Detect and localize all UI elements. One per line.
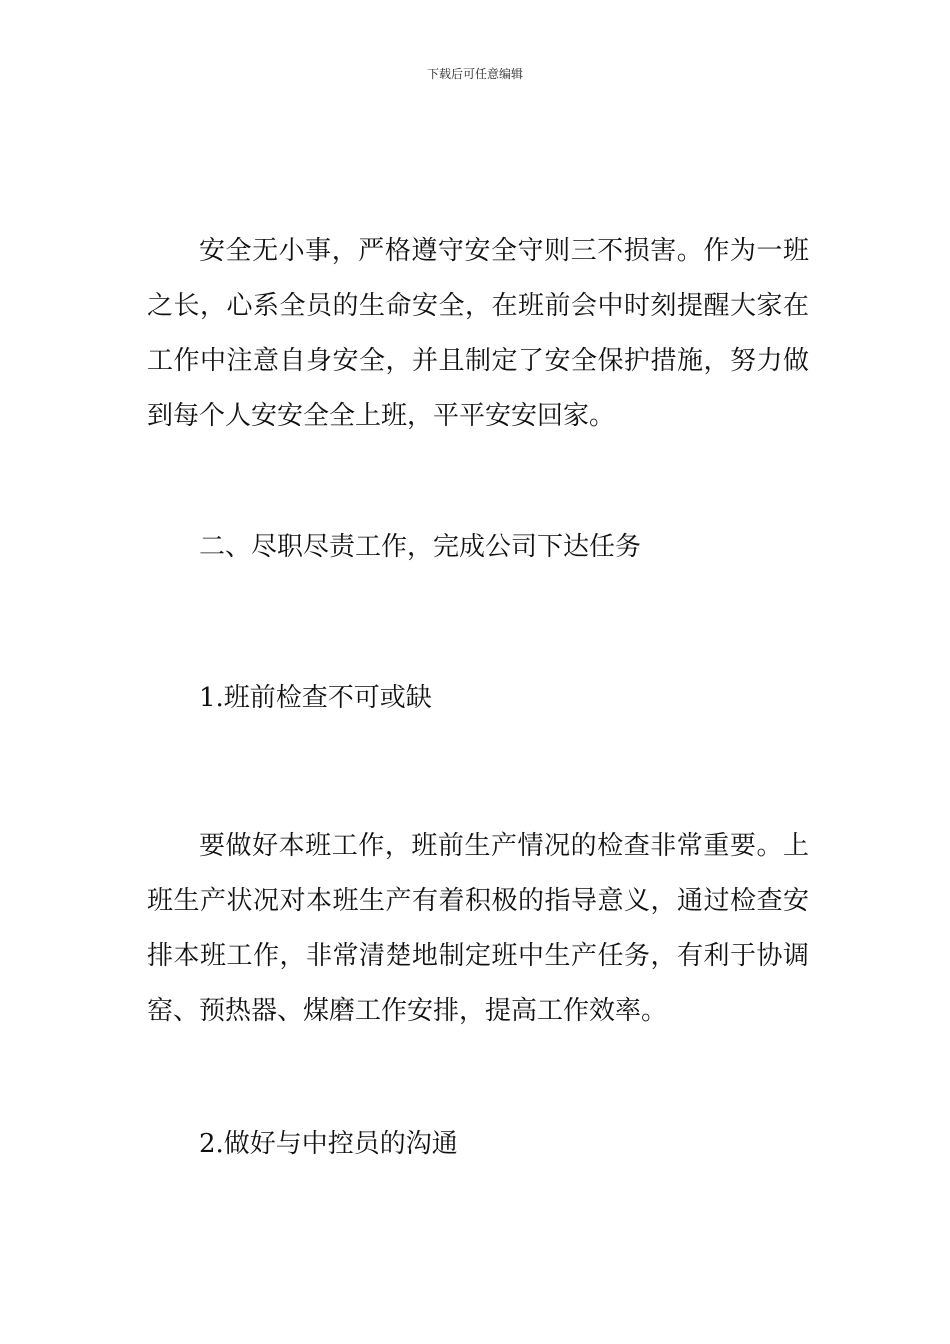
paragraph-pre-shift-check: 要做好本班工作，班前生产情况的检查非常重要。上班生产状况对本班生产有着积极的指导意义，通过检查安排本班工作，非常清楚地制定班中生产任务，有利于协调窑、预热器、煤磨工作安排，提高工作效率。	[147, 831, 809, 1026]
subheading-communication: 2.做好与中控员的沟通	[199, 1129, 458, 1159]
subheading-pre-shift-check: 1.班前检查不可或缺	[199, 683, 432, 713]
paragraph-safety: 安全无小事，严格遵守安全守则三不损害。作为一班之长，心系全员的生命安全，在班前会中时刻提醒大家在工作中注意自身安全，并且制定了安全保护措施，努力做到每个人安安全全上班，平平安安回家。	[147, 236, 809, 431]
page-header: 下载后可任意编辑	[426, 67, 523, 81]
section-heading-duties: 二、尽职尽责工作，完成公司下达任务	[199, 532, 642, 562]
